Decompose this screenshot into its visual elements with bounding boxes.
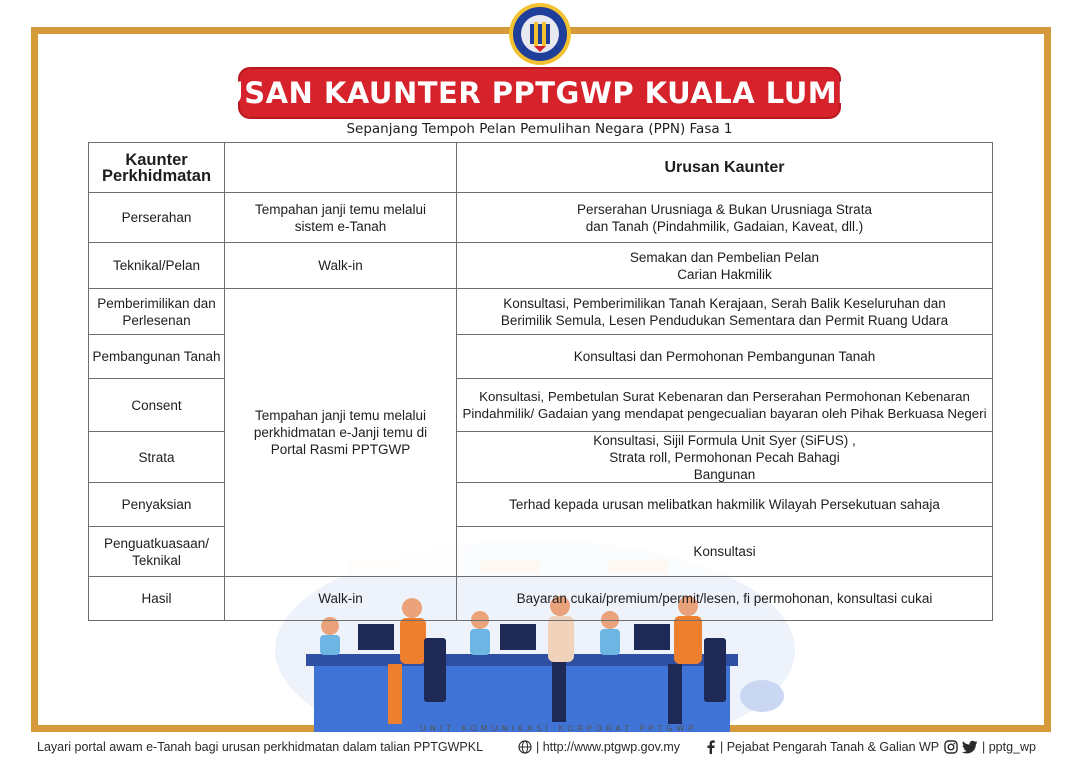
table-cell-matters: Konsultasi, Pemberimilikan Tanah Kerajaan, Serah Balik Keseluruhan dan Berimilik Semula, Lesen Pendudukan Sementara dan Permit Ruang Udara — [456, 288, 993, 335]
table-cell-mode: Walk-in — [224, 242, 457, 289]
col-header-counter: Kaunter Perkhidmatan — [88, 142, 225, 193]
footer-portal-note: Layari portal awam e-Tanah bagi urusan perkhidmatan dalam talian PPTGWPKL — [37, 740, 484, 754]
social-handle[interactable]: | pptg_wp — [982, 740, 1036, 754]
facebook-link[interactable]: | Pejabat Pengarah Tanah & Galian WP — [720, 740, 940, 754]
facebook-icon — [706, 740, 716, 754]
col-header-matters: Urusan Kaunter — [456, 142, 993, 193]
table-cell-matters: Terhad kepada urusan melibatkan hakmilik Wilayah Persekutuan sahaja — [456, 482, 993, 527]
table-cell-counter: Hasil — [88, 576, 225, 621]
footer-facebook[interactable] — [706, 740, 939, 754]
table-cell-matters: Konsultasi dan Permohonan Pembangunan Tanah — [456, 334, 993, 379]
table-cell-matters: Konsultasi, Pembetulan Surat Kebenaran dan Perserahan Permohonan Kebenaran Pindahmilik/ Gadaian yang mendapat pengecualian bayaran oleh Pihak Berkuasa Negeri — [456, 378, 993, 432]
footer-website[interactable] — [518, 740, 680, 754]
footer-social[interactable] — [944, 740, 1036, 754]
title-banner — [173, 67, 906, 119]
globe-icon — [518, 740, 532, 754]
instagram-icon — [944, 740, 958, 754]
footer — [0, 737, 1080, 759]
website-link[interactable]: | http://www.ptgwp.gov.my — [536, 740, 681, 754]
table-cell-counter: Consent — [88, 378, 225, 432]
table-cell-mode: Tempahan janji temu melalui sistem e-Tanah — [224, 192, 457, 243]
twitter-icon — [962, 740, 978, 754]
col-header-mode — [224, 142, 457, 193]
table-cell-counter: Pembangunan Tanah — [88, 334, 225, 379]
table-cell-matters: Konsultasi — [456, 526, 993, 577]
table-cell-matters: Perserahan Urusniaga & Bukan Urusniaga Strata dan Tanah (Pindahmilik, Gadaian, Kaveat, dll.) — [456, 192, 993, 243]
table-cell-mode-merged: Tempahan janji temu melalui perkhidmatan e-Janji temu di Portal Rasmi PPTGWP — [224, 288, 457, 577]
table-cell-counter: Perserahan — [88, 192, 225, 243]
table-cell-counter: Teknikal/Pelan — [88, 242, 225, 289]
counter-table — [88, 142, 993, 621]
table-cell-matters: Konsultasi, Sijil Formula Unit Syer (SiFUS) , Strata roll, Permohonan Pecah Bahagi Bangunan — [456, 431, 993, 483]
table-cell-counter: Pemberimilikan dan Perlesenan — [88, 288, 225, 335]
table-cell-matters: Semakan dan Pembelian Pelan Carian Hakmilik — [456, 242, 993, 289]
table-cell-matters: Bayaran cukai/premium/permit/lesen, fi permohonan, konsultasi cukai — [456, 576, 993, 621]
table-cell-mode: Walk-in — [224, 576, 457, 621]
table-cell-counter: Penyaksian — [88, 482, 225, 527]
table-cell-counter: Strata — [88, 431, 225, 483]
page-subtitle: Sepanjang Tempoh Pelan Pemulihan Negara (PPN) Fasa 1 — [346, 121, 733, 137]
table-cell-counter: Penguatkuasaan/ Teknikal — [88, 526, 225, 577]
page-title: URUSAN KAUNTER PPTGWP KUALA LUMPUR — [173, 76, 906, 110]
emblem-icon — [508, 2, 572, 66]
unit-label: UNIT KOMUNIKASI KORPORAT PPTGWP — [420, 724, 698, 733]
